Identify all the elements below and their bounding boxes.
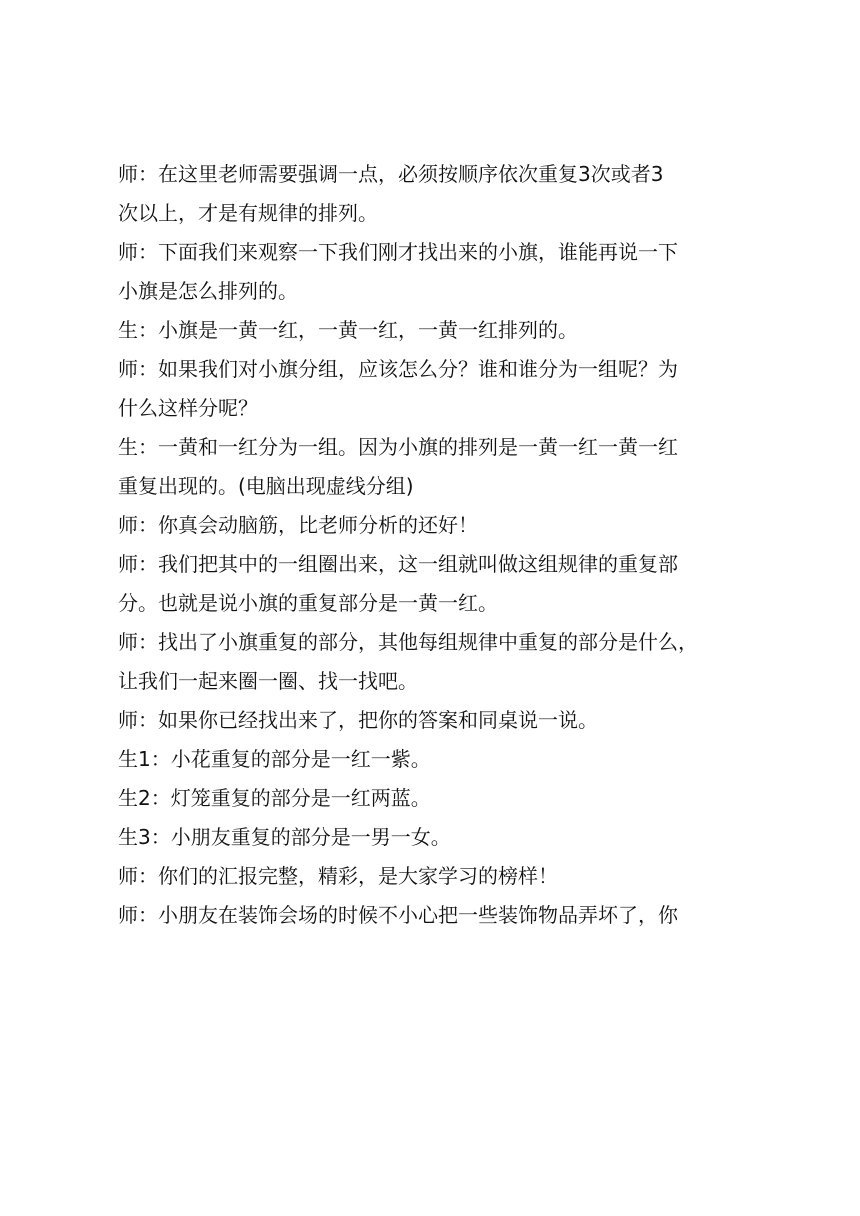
text-line: 生1：小花重复的部分是一红一紫。 bbox=[118, 747, 431, 771]
text-line: 师：你真会动脑筋，比老师分析的还好！ bbox=[118, 513, 478, 537]
text-line: 小旗是怎么排列的。 bbox=[118, 279, 298, 303]
text-line: 生2：灯笼重复的部分是一红两蓝。 bbox=[118, 786, 431, 810]
text-line: 师：找出了小旗重复的部分，其他每组规律中重复的部分是什么， bbox=[118, 630, 698, 654]
text-line: 师：在这里老师需要强调一点，必须按顺序依次重复3次或者3 bbox=[118, 162, 664, 186]
text-line: 师：小朋友在装饰会场的时候不小心把一些装饰物品弄坏了，你 bbox=[118, 903, 678, 927]
text-line: 重复出现的。(电脑出现虚线分组) bbox=[118, 474, 414, 498]
text-line: 师：你们的汇报完整，精彩，是大家学习的榜样！ bbox=[118, 864, 558, 888]
text-line: 让我们一起来圈一圈、找一找吧。 bbox=[118, 669, 418, 693]
text-line: 师：如果你已经找出来了，把你的答案和同桌说一说。 bbox=[118, 708, 598, 732]
text-line: 生：一黄和一红分为一组。因为小旗的排列是一黄一红一黄一红 bbox=[118, 435, 678, 459]
text-line: 分。也就是说小旗的重复部分是一黄一红。 bbox=[118, 591, 498, 615]
text-line: 师：我们把其中的一组圈出来，这一组就叫做这组规律的重复部 bbox=[118, 552, 678, 576]
text-line: 次以上，才是有规律的排列。 bbox=[118, 201, 378, 225]
text-line: 什么这样分呢？ bbox=[118, 396, 258, 420]
text-line: 师：如果我们对小旗分组，应该怎么分？谁和谁分为一组呢？为 bbox=[118, 357, 678, 381]
text-line: 师：下面我们来观察一下我们刚才找出来的小旗，谁能再说一下 bbox=[118, 240, 678, 264]
text-line: 生：小旗是一黄一红，一黄一红，一黄一红排列的。 bbox=[118, 318, 578, 342]
document-body bbox=[118, 155, 758, 935]
text-line: 生3：小朋友重复的部分是一男一女。 bbox=[118, 825, 451, 849]
